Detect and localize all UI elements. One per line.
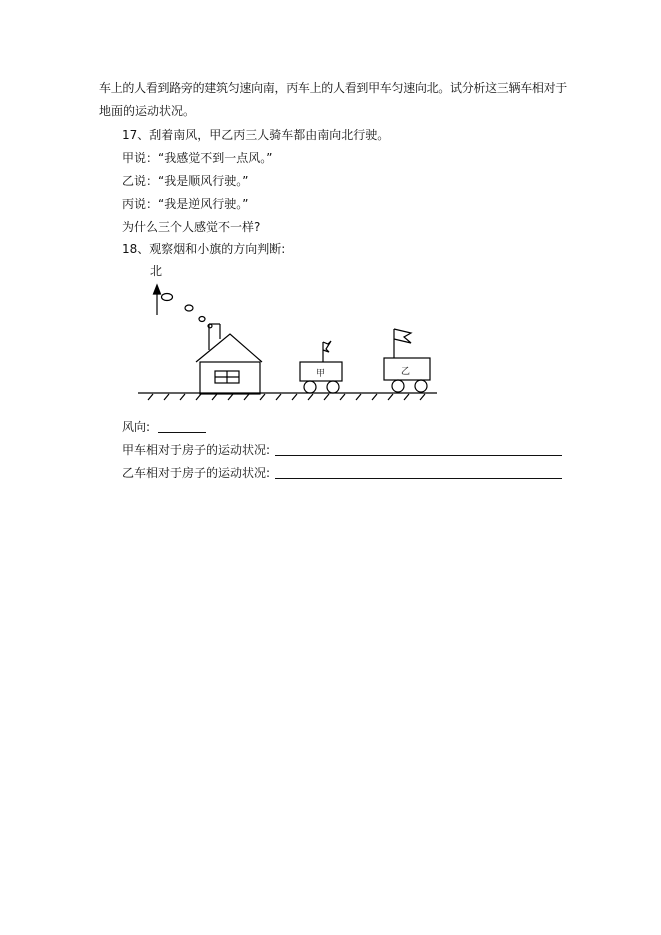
q17-jia-statement: 甲说：“我感觉不到一点风。” [122,151,273,165]
cart-yi-icon [384,329,430,392]
wind-direction-label: 风向: [122,420,151,434]
q17-question: 为什么三个人感觉不一样? [122,220,261,234]
ground-line [138,393,437,400]
paragraph-line-2: 地面的运动状况。 [99,104,196,118]
q17-bing-statement: 丙说：“我是逆风行驶。” [122,197,249,211]
north-label: 北 [150,264,163,278]
cart-jia-label: 甲 [316,369,326,379]
yi-motion-blank[interactable] [275,478,562,479]
q18-figure [0,255,661,415]
wind-direction-blank[interactable] [158,432,206,433]
cart-yi-label: 乙 [401,367,411,377]
north-arrow-icon [154,285,161,315]
house-icon [196,324,262,394]
cart-jia-icon [300,341,342,393]
jia-motion-label: 甲车相对于房子的运动状况: [122,443,271,457]
q18-stem: 18、观察烟和小旗的方向判断: [122,242,286,256]
paragraph-line-1: 车上的人看到路旁的建筑匀速向南，丙车上的人看到甲车匀速向北。试分析这三辆车相对于 [99,81,568,95]
yi-motion-label: 乙车相对于房子的运动状况: [122,466,271,480]
smoke-icon [162,294,213,328]
q17-yi-statement: 乙说：“我是顺风行驶。” [122,174,249,188]
jia-motion-blank[interactable] [275,455,562,456]
q17-stem: 17、刮着南风，甲乙丙三人骑车都由南向北行驶。 [122,128,390,142]
